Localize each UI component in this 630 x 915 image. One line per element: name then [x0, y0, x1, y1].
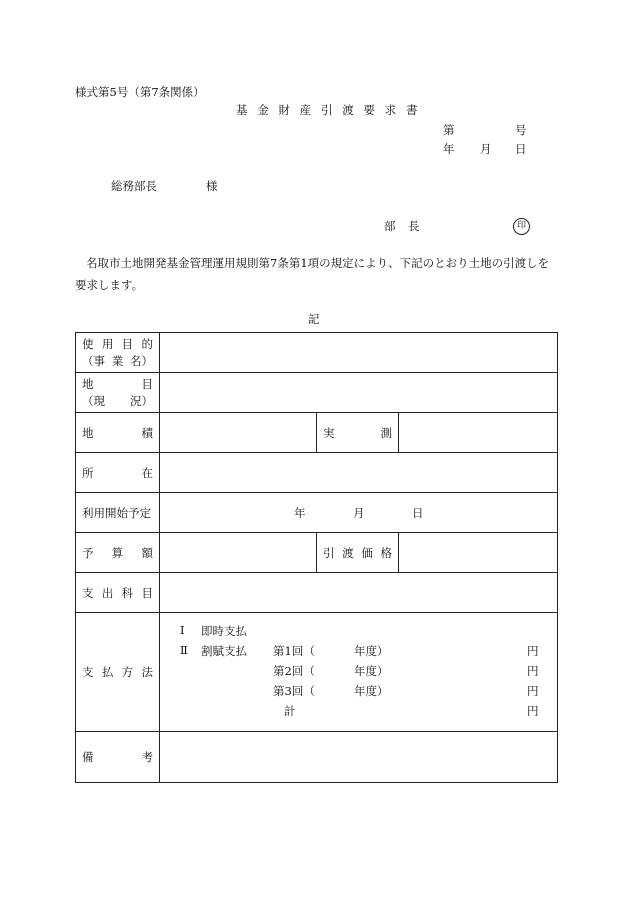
installment-nendo: 年度） — [354, 664, 389, 678]
label-char: 目 — [121, 336, 134, 351]
remarks-label — [76, 732, 160, 783]
label-char: （事 — [82, 353, 105, 368]
label-char: （現 — [82, 393, 105, 408]
number-go: 号 — [515, 123, 527, 137]
installment-row[interactable] — [160, 683, 557, 703]
label-char: 渡 — [342, 545, 354, 560]
date-year: 年 — [443, 142, 455, 156]
label-char: 支 — [82, 585, 94, 600]
row-budget — [76, 533, 558, 573]
row-expense — [76, 573, 558, 613]
title-char: 基 — [236, 103, 248, 117]
label-char: 地 — [82, 425, 94, 440]
title-char: 要 — [363, 103, 375, 117]
label-char: 測 — [380, 425, 392, 440]
title-char: 求 — [384, 103, 397, 117]
seal-icon: 印 — [513, 218, 530, 235]
label-char: 出 — [101, 585, 114, 600]
installment-nendo: 年度） — [354, 684, 389, 698]
chiseki-label — [76, 413, 160, 453]
label-char: 科 — [121, 585, 134, 600]
label-char: 目 — [141, 376, 153, 391]
payment-field — [160, 613, 558, 732]
chiseki-field[interactable] — [160, 413, 317, 453]
label-char: 的 — [141, 336, 153, 351]
label-char: 払 — [101, 665, 114, 679]
option-number: Ⅱ — [180, 643, 188, 657]
label-char: 在 — [141, 465, 153, 480]
option-number: Ⅰ — [180, 623, 185, 637]
seal-mark — [513, 217, 530, 235]
installment-count: 第3回（ — [273, 684, 315, 698]
row-area — [76, 413, 558, 453]
date-month: 月 — [480, 142, 492, 156]
start-day: 日 — [412, 505, 424, 520]
shozai-label — [76, 453, 160, 493]
label-char: 所 — [82, 465, 94, 480]
row-payment — [76, 613, 558, 732]
chimoku-field[interactable] — [160, 373, 558, 413]
sender-cho: 長 — [408, 219, 420, 233]
row-start — [76, 493, 558, 533]
option-text: 割賦支払 — [201, 644, 247, 658]
installment-yen: 円 — [527, 684, 539, 698]
label-char: 額 — [141, 545, 153, 560]
row-remarks — [76, 732, 558, 783]
addressee: 総務部長 — [111, 179, 157, 193]
title-char: 金 — [257, 103, 269, 117]
total-yen: 円 — [527, 704, 539, 718]
budget-field[interactable] — [160, 533, 317, 573]
label-char: 引 — [323, 545, 335, 560]
title-char: 渡 — [342, 103, 354, 117]
label-char: 用 — [101, 336, 114, 351]
purpose-field[interactable] — [160, 333, 558, 373]
addressee-honorific: 様 — [206, 179, 218, 193]
row-purpose — [76, 333, 558, 373]
ki-heading: 記 — [308, 312, 320, 326]
installment-yen: 円 — [527, 664, 539, 678]
label-char: 地 — [82, 376, 94, 391]
label-char: 況） — [130, 393, 153, 408]
date-day: 日 — [515, 142, 527, 156]
chimoku-label — [76, 373, 160, 413]
start-month: 月 — [353, 505, 365, 520]
shozai-field[interactable] — [160, 453, 558, 493]
form-id: 様式第5号（第7条関係） — [75, 85, 205, 99]
start-date-field[interactable] — [160, 493, 558, 533]
label-char: 積 — [141, 425, 153, 440]
label-char: 格 — [380, 545, 392, 560]
expense-label — [76, 573, 160, 613]
label-char: 予 — [82, 545, 94, 560]
installment-count: 第1回（ — [273, 644, 315, 658]
label-char: 業 — [111, 353, 124, 368]
title-char: 産 — [299, 103, 312, 117]
number-dai: 第 — [443, 123, 455, 137]
label-char: 目 — [141, 585, 153, 600]
label-char: 考 — [141, 750, 153, 764]
label-char: 支 — [82, 665, 94, 679]
installment-nendo: 年度） — [354, 644, 389, 658]
label-char: 使 — [82, 336, 94, 351]
expense-field[interactable] — [160, 573, 558, 613]
row-chimoku — [76, 373, 558, 413]
price-field[interactable] — [399, 533, 558, 573]
label-char: 実 — [323, 425, 335, 440]
jissoku-field[interactable] — [399, 413, 558, 453]
installment-row[interactable] — [160, 663, 557, 683]
title-char: 財 — [278, 103, 290, 117]
label-char: 価 — [361, 545, 373, 560]
label-char: 備 — [82, 750, 94, 764]
installment-yen: 円 — [527, 644, 539, 658]
title-char: 書 — [406, 103, 418, 117]
payment-option-installment[interactable] — [160, 643, 557, 663]
start-year: 年 — [294, 505, 306, 520]
start-label: 利用開始予定 — [76, 493, 160, 533]
payment-label — [76, 613, 160, 732]
installment-count: 第2回（ — [273, 664, 315, 678]
total-label: 計 — [284, 704, 296, 718]
requisition-table — [75, 332, 558, 783]
budget-label — [76, 533, 160, 573]
label-char: 法 — [141, 665, 153, 679]
title-char: 引 — [321, 103, 333, 117]
body-text: 名取市土地開発基金管理運用規則第7条第1項の規定により、下記のとおり土地の引渡しを要求します。 — [75, 256, 550, 292]
sender-bu: 部 — [384, 219, 396, 233]
label-char: 算 — [111, 545, 124, 560]
document-title — [236, 102, 420, 118]
price-label — [317, 533, 399, 573]
installment-total-row[interactable] — [160, 703, 557, 723]
payment-option-immediate[interactable] — [160, 623, 557, 643]
jissoku-label — [317, 413, 399, 453]
label-char: 方 — [121, 665, 134, 679]
purpose-label — [76, 333, 160, 373]
label-char: 名） — [130, 353, 153, 368]
option-text: 即時支払 — [201, 624, 247, 638]
remarks-field[interactable] — [160, 732, 558, 783]
row-location — [76, 453, 558, 493]
